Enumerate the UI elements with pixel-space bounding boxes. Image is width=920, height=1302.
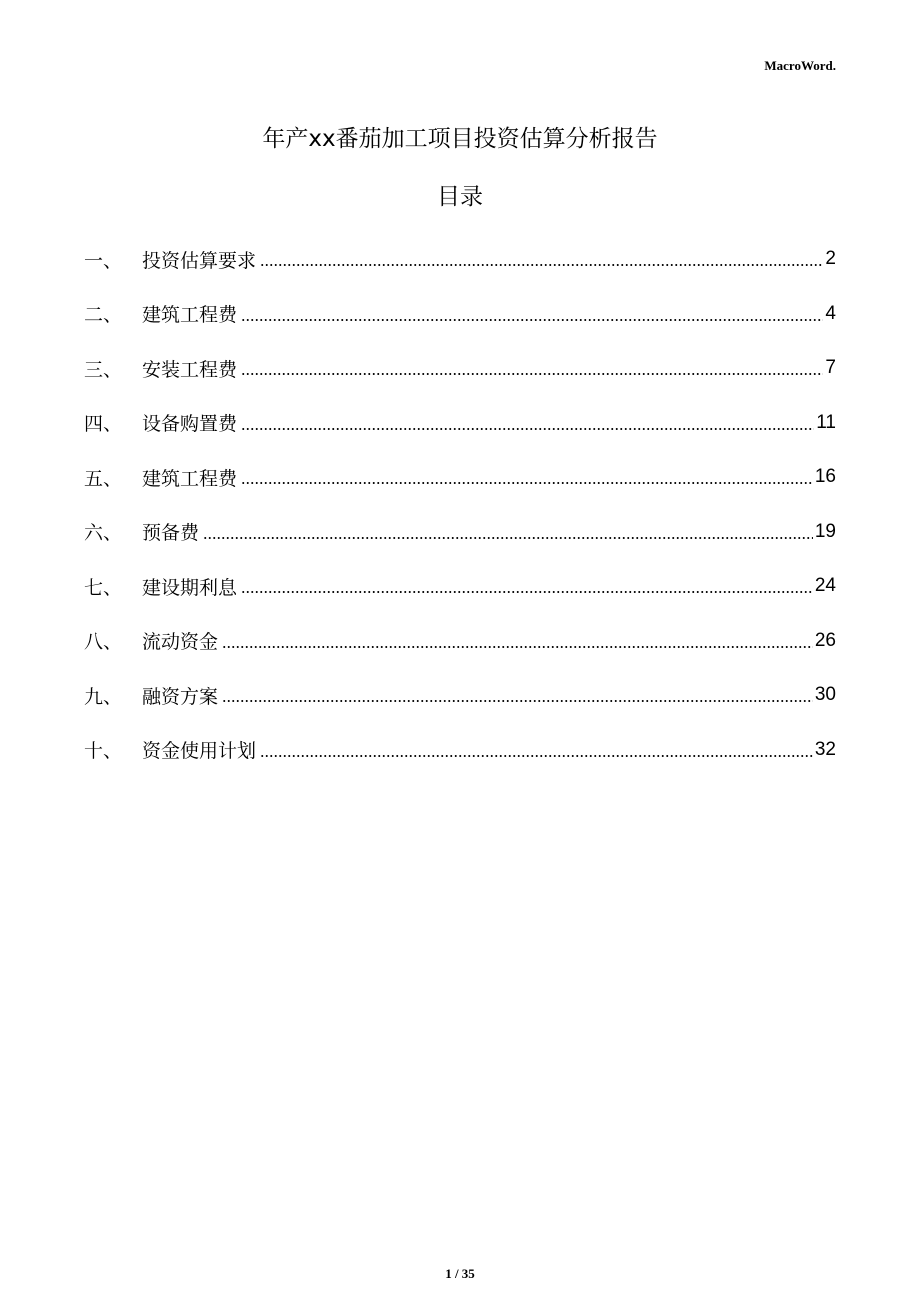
toc-page-number: 7 [825, 357, 836, 379]
toc-number: 三、 [84, 358, 123, 381]
toc-page-number: 24 [814, 575, 836, 597]
toc-label: 建设期利息 [142, 576, 238, 599]
toc-number: 七、 [84, 576, 123, 599]
toc-number: 一、 [84, 249, 123, 272]
toc-page-number: 30 [814, 684, 836, 706]
toc-page-number: 32 [814, 738, 836, 760]
toc-number: 二、 [84, 304, 123, 327]
toc-page-number: 2 [825, 248, 836, 270]
toc-leader [260, 753, 813, 759]
toc-page-number: 26 [814, 629, 836, 651]
toc-number: 九、 [84, 685, 123, 708]
toc-heading: 目录 [437, 184, 483, 210]
toc-leader [222, 644, 813, 650]
toc-entry-9[interactable] [84, 668, 836, 723]
toc-page-number: 16 [814, 466, 836, 488]
toc-leader [241, 426, 814, 432]
toc-page-number: 4 [825, 302, 836, 324]
toc-page-number: 11 [816, 411, 836, 433]
toc-entry-3[interactable] [84, 341, 836, 396]
toc-label: 安装工程费 [142, 358, 238, 381]
table-of-contents [84, 232, 836, 777]
toc-number: 八、 [84, 631, 123, 654]
toc-number: 五、 [84, 467, 123, 490]
toc-label: 设备购置费 [142, 413, 238, 436]
document-title: 年产xx番茄加工项目投资估算分析报告 [262, 126, 658, 152]
toc-entry-2[interactable] [84, 287, 836, 342]
toc-leader [222, 698, 813, 704]
toc-label: 融资方案 [142, 685, 219, 708]
toc-number: 四、 [84, 413, 123, 436]
toc-label: 建筑工程费 [142, 467, 238, 490]
toc-entry-10[interactable] [84, 723, 836, 778]
toc-label: 资金使用计划 [142, 740, 257, 763]
toc-label: 预备费 [142, 522, 200, 545]
toc-entry-8[interactable] [84, 614, 836, 669]
toc-entry-4[interactable] [84, 396, 836, 451]
toc-leader [260, 262, 823, 268]
toc-page-number: 19 [814, 520, 836, 542]
toc-label: 流动资金 [142, 631, 219, 654]
toc-label: 建筑工程费 [142, 304, 238, 327]
toc-entry-7[interactable] [84, 559, 836, 614]
toc-entry-1[interactable] [84, 232, 836, 287]
toc-leader [241, 589, 813, 595]
toc-number: 六、 [84, 522, 123, 545]
toc-leader [241, 480, 813, 486]
toc-leader [241, 317, 823, 323]
toc-entry-6[interactable] [84, 505, 836, 560]
toc-leader [241, 371, 823, 377]
toc-entry-5[interactable] [84, 450, 836, 505]
header-brand: MacroWord. [764, 58, 836, 73]
toc-number: 十、 [84, 740, 123, 763]
toc-leader [203, 535, 813, 541]
toc-label: 投资估算要求 [142, 249, 257, 272]
page-indicator: 1 / 35 [445, 1266, 475, 1281]
